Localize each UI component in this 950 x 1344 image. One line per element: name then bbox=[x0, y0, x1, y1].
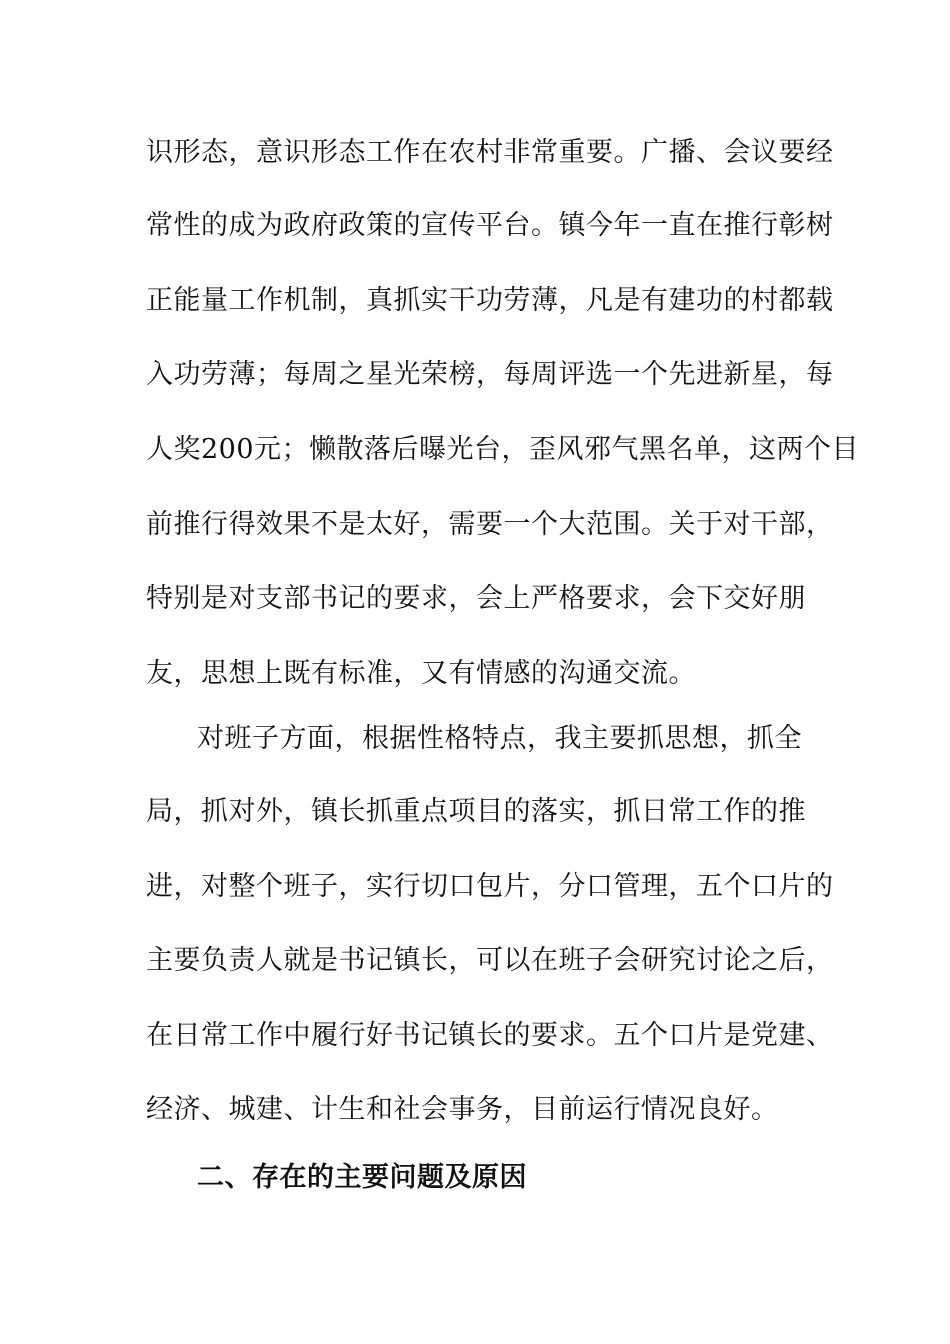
paragraph-1-line-3: 正能量工作机制，真抓实干功劳薄，凡是有建功的村都载 bbox=[146, 285, 834, 316]
paragraph-1-line-6: 前推行得效果不是太好，需要一个大范围。关于对干部， bbox=[146, 509, 834, 540]
paragraph-2-line-6: 经济、城建、计生和社会事务，目前运行情况良好。 bbox=[146, 1094, 779, 1125]
paragraph-1-line-4: 入功劳薄；每周之星光荣榜，每周评选一个先进新星，每 bbox=[146, 359, 834, 390]
paragraph-1-line-5: 人奖200元；懒散落后曝光台，歪风邪气黑名单，这两个目 bbox=[146, 434, 860, 465]
paragraph-1-line-7: 特别是对支部书记的要求，会上严格要求，会下交好朋 bbox=[146, 583, 806, 614]
paragraph-2-line-2: 局，抓对外，镇长抓重点项目的落实，抓日常工作的推 bbox=[146, 796, 806, 827]
paragraph-2-line-3: 进，对整个班子，实行切口包片，分口管理，五个口片的 bbox=[146, 871, 834, 902]
paragraph-2-line-4: 主要负责人就是书记镇长，可以在班子会研究讨论之后， bbox=[146, 945, 834, 976]
paragraph-2-line-1: 对班子方面，根据性格特点，我主要抓思想，抓全 bbox=[197, 723, 802, 754]
paragraph-1-line-1: 识形态，意识形态工作在农村非常重要。广播、会议要经 bbox=[146, 137, 834, 168]
paragraph-1-line-8: 友，思想上既有标准，又有情感的沟通交流。 bbox=[146, 658, 696, 689]
section-heading: 二、存在的主要问题及原因 bbox=[197, 1162, 527, 1193]
paragraph-2-line-5: 在日常工作中履行好书记镇长的要求。五个口片是党建、 bbox=[146, 1020, 834, 1051]
paragraph-1-line-2: 常性的成为政府政策的宣传平台。镇今年一直在推行彰树 bbox=[146, 210, 834, 241]
